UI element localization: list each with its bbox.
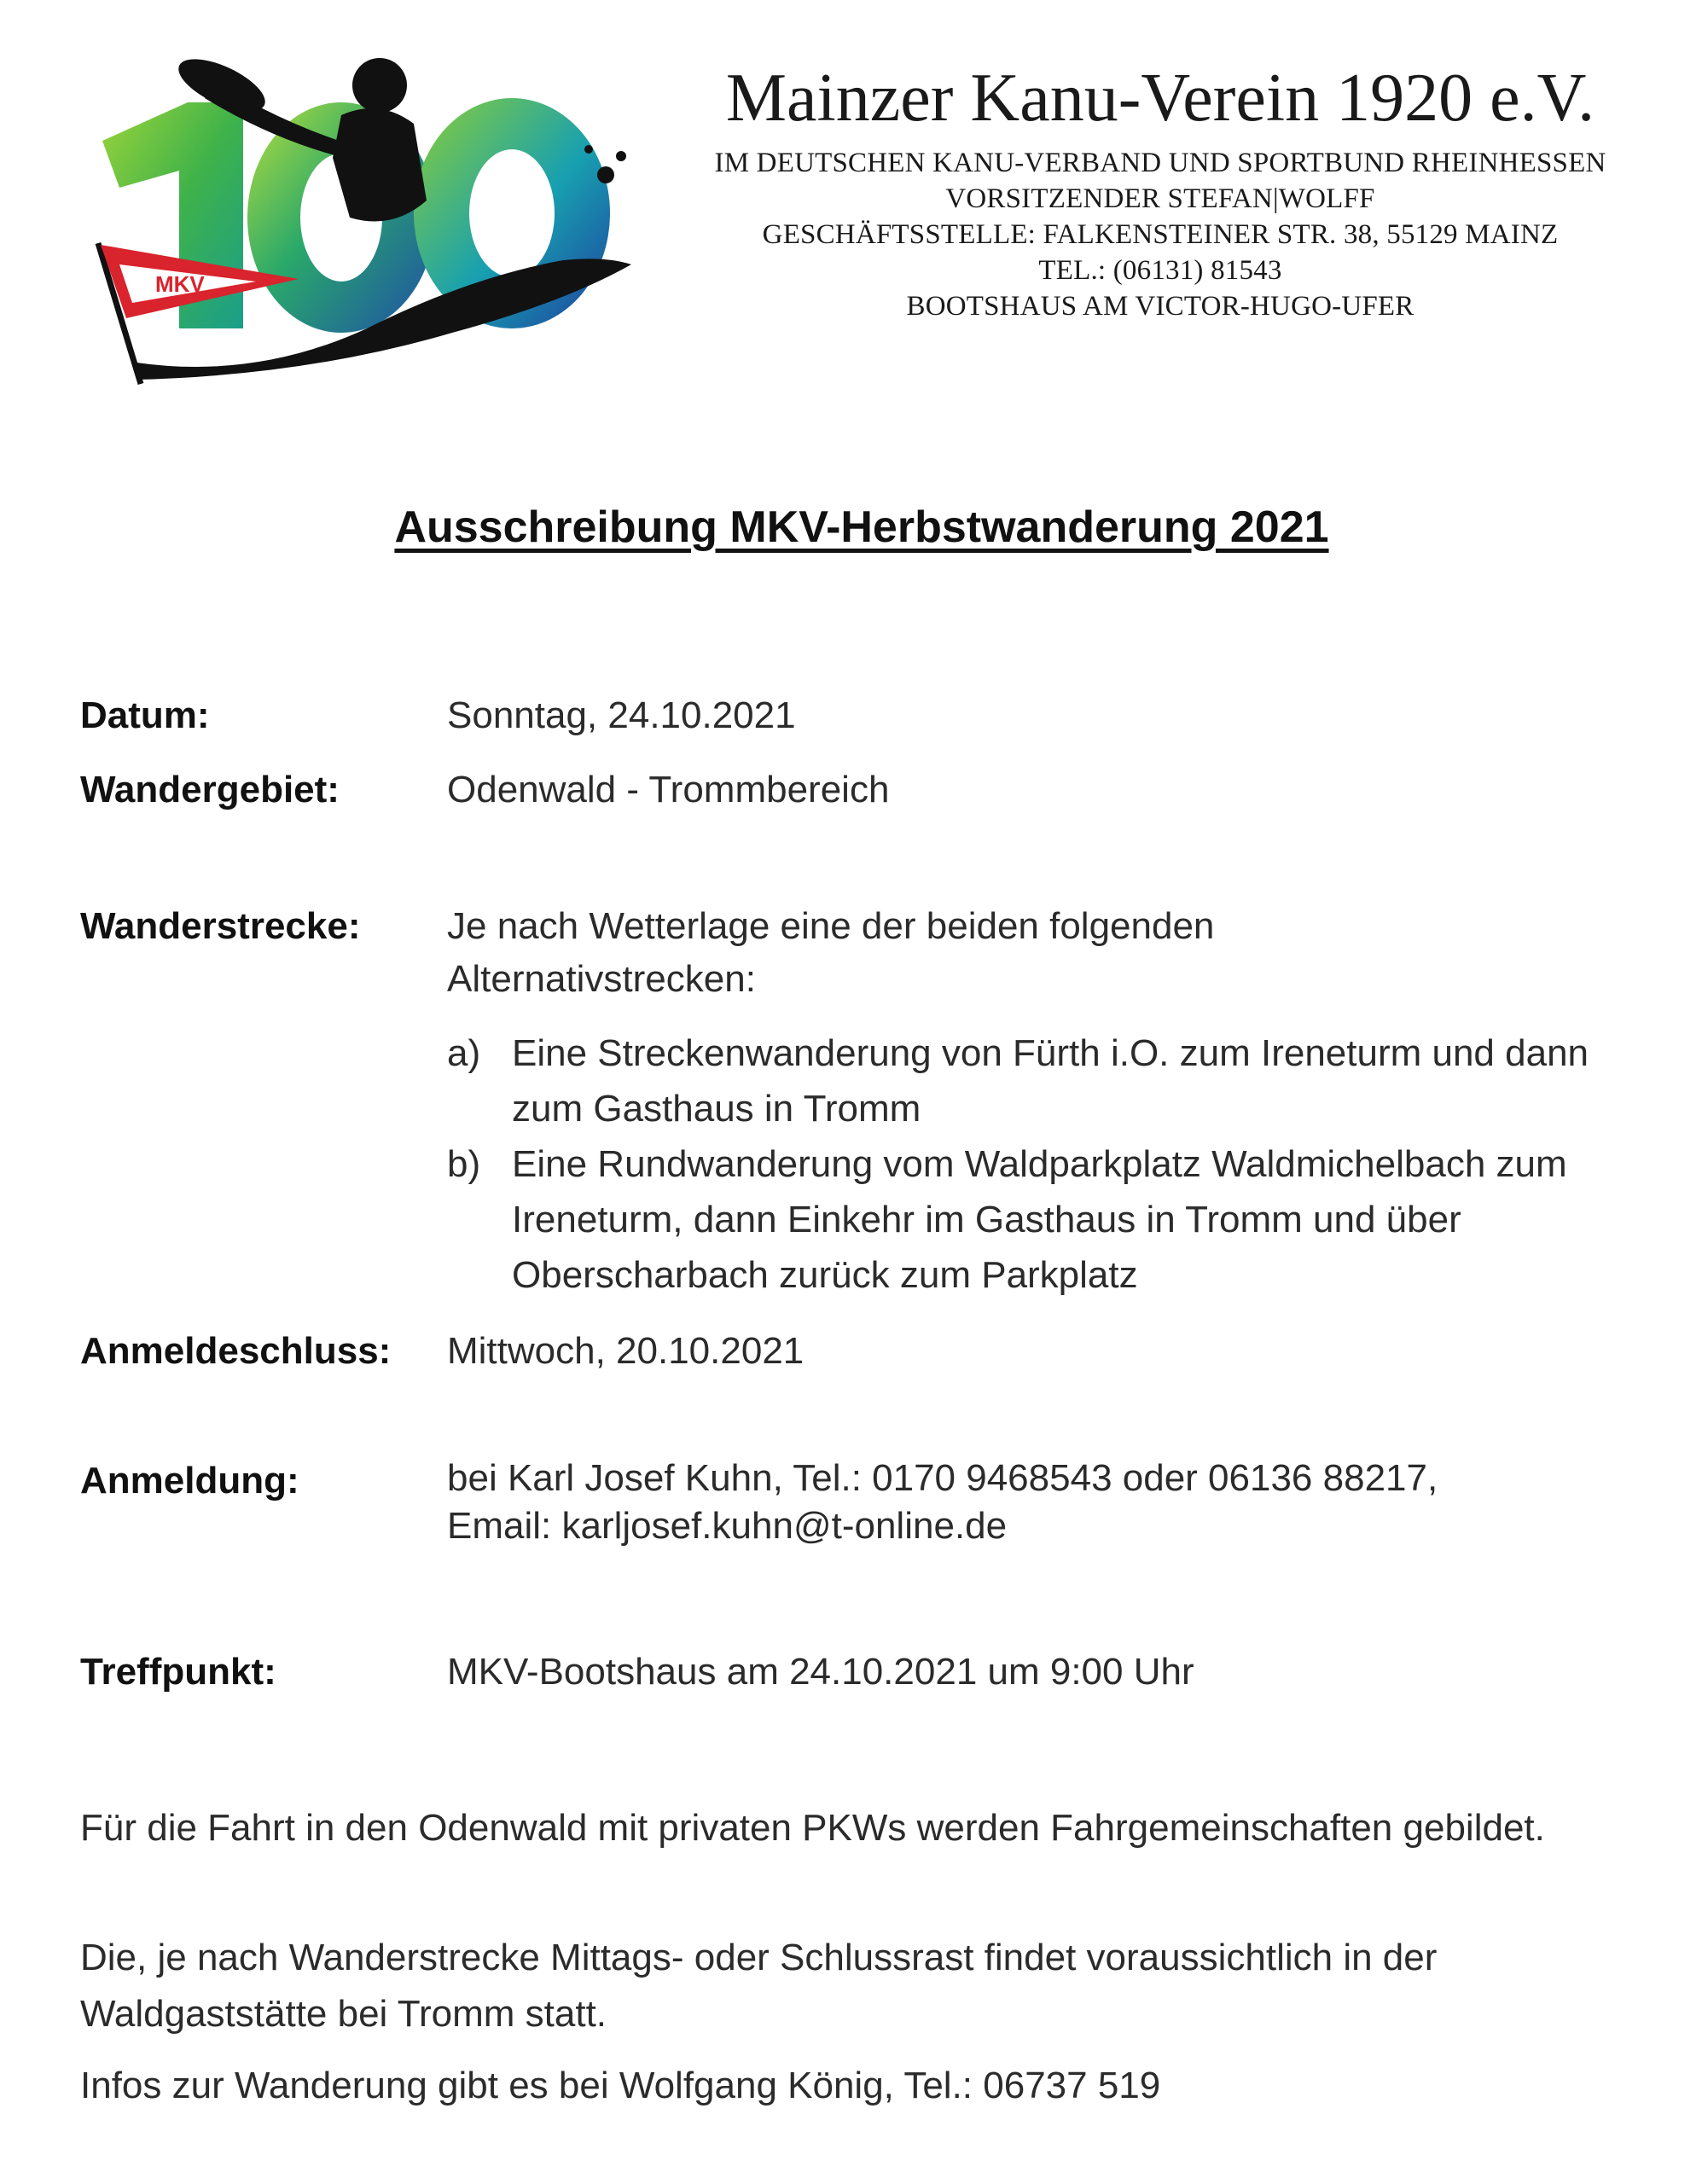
- field-value-anmeldung: [447, 1455, 1641, 1550]
- paragraph-info-contact: Infos zur Wanderung gibt es bei Wolfgang König, Tel.: 06737 519: [80, 2065, 1161, 2106]
- list-item: [447, 1025, 1607, 1136]
- field-label-anmeldeschluss: Anmeldeschluss:: [80, 1330, 392, 1372]
- field-label-anmeldung: Anmeldung:: [80, 1460, 299, 1502]
- field-label-datum: Datum:: [80, 694, 210, 736]
- club-name: Mainzer Kanu-Verein 1920 e.V.: [725, 61, 1595, 136]
- letterhead-line-boathouse: BOOTSHAUS AM VICTOR-HUGO-UFER: [906, 291, 1414, 322]
- paragraph-carpool: Für die Fahrt in den Odenwald mit privaten PKWs werden Fahrgemeinschaften gebildet.: [80, 1807, 1545, 1849]
- field-value-datum: Sonntag, 24.10.2021: [447, 694, 796, 736]
- letterhead-line-association: IM DEUTSCHEN KANU-VERBAND UND SPORTBUND RHEINHESSEN: [714, 148, 1606, 178]
- field-label-wandergebiet: Wandergebiet:: [80, 769, 340, 810]
- field-label-treffpunkt: Treffpunkt:: [80, 1651, 276, 1693]
- document-title: Ausschreibung MKV-Herbstwanderung 2021: [394, 502, 1329, 552]
- flag-text: MKV: [155, 271, 205, 297]
- anmeldung-email: Email: karljosef.kuhn@t-online.de: [447, 1505, 1008, 1547]
- anmeldung-contact: bei Karl Josef Kuhn, Tel.: 0170 9468543 oder 06136 88217,: [447, 1457, 1438, 1499]
- field-value-wandergebiet: Odenwald - Trommbereich: [447, 769, 890, 810]
- list-item-text: Eine Rundwanderung vom Waldparkplatz Waldmichelbach zum Ireneturm, dann Einkehr im Gasthaus in Tromm und über Oberscharbach zurück zum Parkplatz: [512, 1143, 1567, 1296]
- field-value-wanderstrecke: Je nach Wetterlage eine der beiden folgenden Alternativstrecken:: [447, 905, 1215, 1000]
- letterhead-line-office: GESCHÄFTSSTELLE: FALKENSTEINER STR. 38, 55129 MAINZ: [762, 219, 1559, 250]
- logo-graphic: [85, 47, 640, 388]
- field-label-wanderstrecke: Wanderstrecke:: [80, 905, 361, 947]
- letterhead-line-phone: TEL.: (06131) 81543: [1038, 255, 1282, 286]
- field-value-treffpunkt: MKV-Bootshaus am 24.10.2021 um 9:00 Uhr: [447, 1651, 1194, 1693]
- club-logo: [85, 47, 640, 388]
- alternatives-list: [447, 1025, 1607, 1303]
- list-item-letter: a): [447, 1032, 481, 1074]
- list-item: [447, 1136, 1607, 1303]
- list-item-text: Eine Streckenwanderung von Fürth i.O. zum Ireneturm und dann zum Gasthaus in Tromm: [512, 1032, 1589, 1130]
- field-value-anmeldeschluss: Mittwoch, 20.10.2021: [447, 1330, 805, 1372]
- letterhead: [648, 51, 1672, 324]
- list-item-letter: b): [447, 1143, 481, 1185]
- letterhead-line-chairman: VORSITZENDER STEFAN|WOLFF: [945, 183, 1375, 214]
- paragraph-rest-stop: Die, je nach Wanderstrecke Mittags- oder Schlussrast findet voraussichtlich in der Waldgaststätte bei Tromm statt.: [80, 1937, 1438, 2035]
